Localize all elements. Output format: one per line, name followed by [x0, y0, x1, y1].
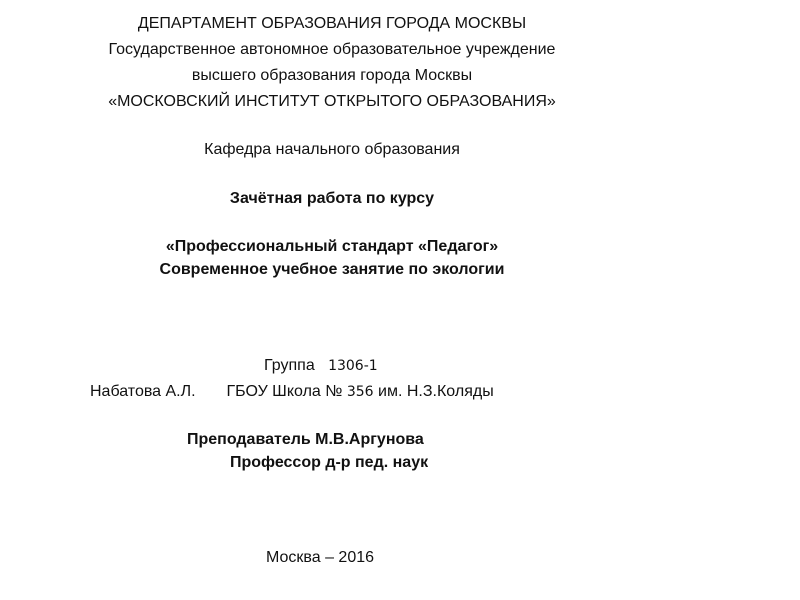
institution-line-1: Государственное автономное образовательное учреждение — [108, 41, 556, 58]
student-info — [90, 382, 494, 402]
institution-name: «МОСКОВСКИЙ ИНСТИТУТ ОТКРЫТОГО ОБРАЗОВАНИЯ» — [108, 93, 556, 110]
group-number: 1306-1 — [328, 358, 378, 374]
work-title: Зачётная работа по курсу — [229, 190, 435, 207]
course-name: «Профессиональный стандарт «Педагог» — [165, 238, 499, 255]
chair-name: Кафедра начального образования — [204, 141, 460, 158]
group-label: Группа — [264, 357, 315, 374]
city-year: Москва – 2016 — [266, 549, 375, 566]
student-name: Набатова А.Л. — [90, 383, 196, 400]
student-group — [264, 356, 378, 376]
school-suffix: им. Н.З.Коляды — [378, 383, 494, 400]
teacher-name: Преподаватель М.В.Аргунова — [187, 431, 424, 448]
work-topic: Современное учебное занятие по экологии — [159, 261, 505, 278]
institution-line-2: высшего образования города Москвы — [191, 67, 473, 84]
department-heading: ДЕПАРТАМЕНТ ОБРАЗОВАНИЯ ГОРОДА МОСКВЫ — [137, 15, 527, 32]
teacher-title: Профессор д-р пед. наук — [230, 454, 429, 471]
school-number: 356 — [346, 384, 374, 400]
school-prefix: ГБОУ Школа № — [226, 383, 343, 400]
